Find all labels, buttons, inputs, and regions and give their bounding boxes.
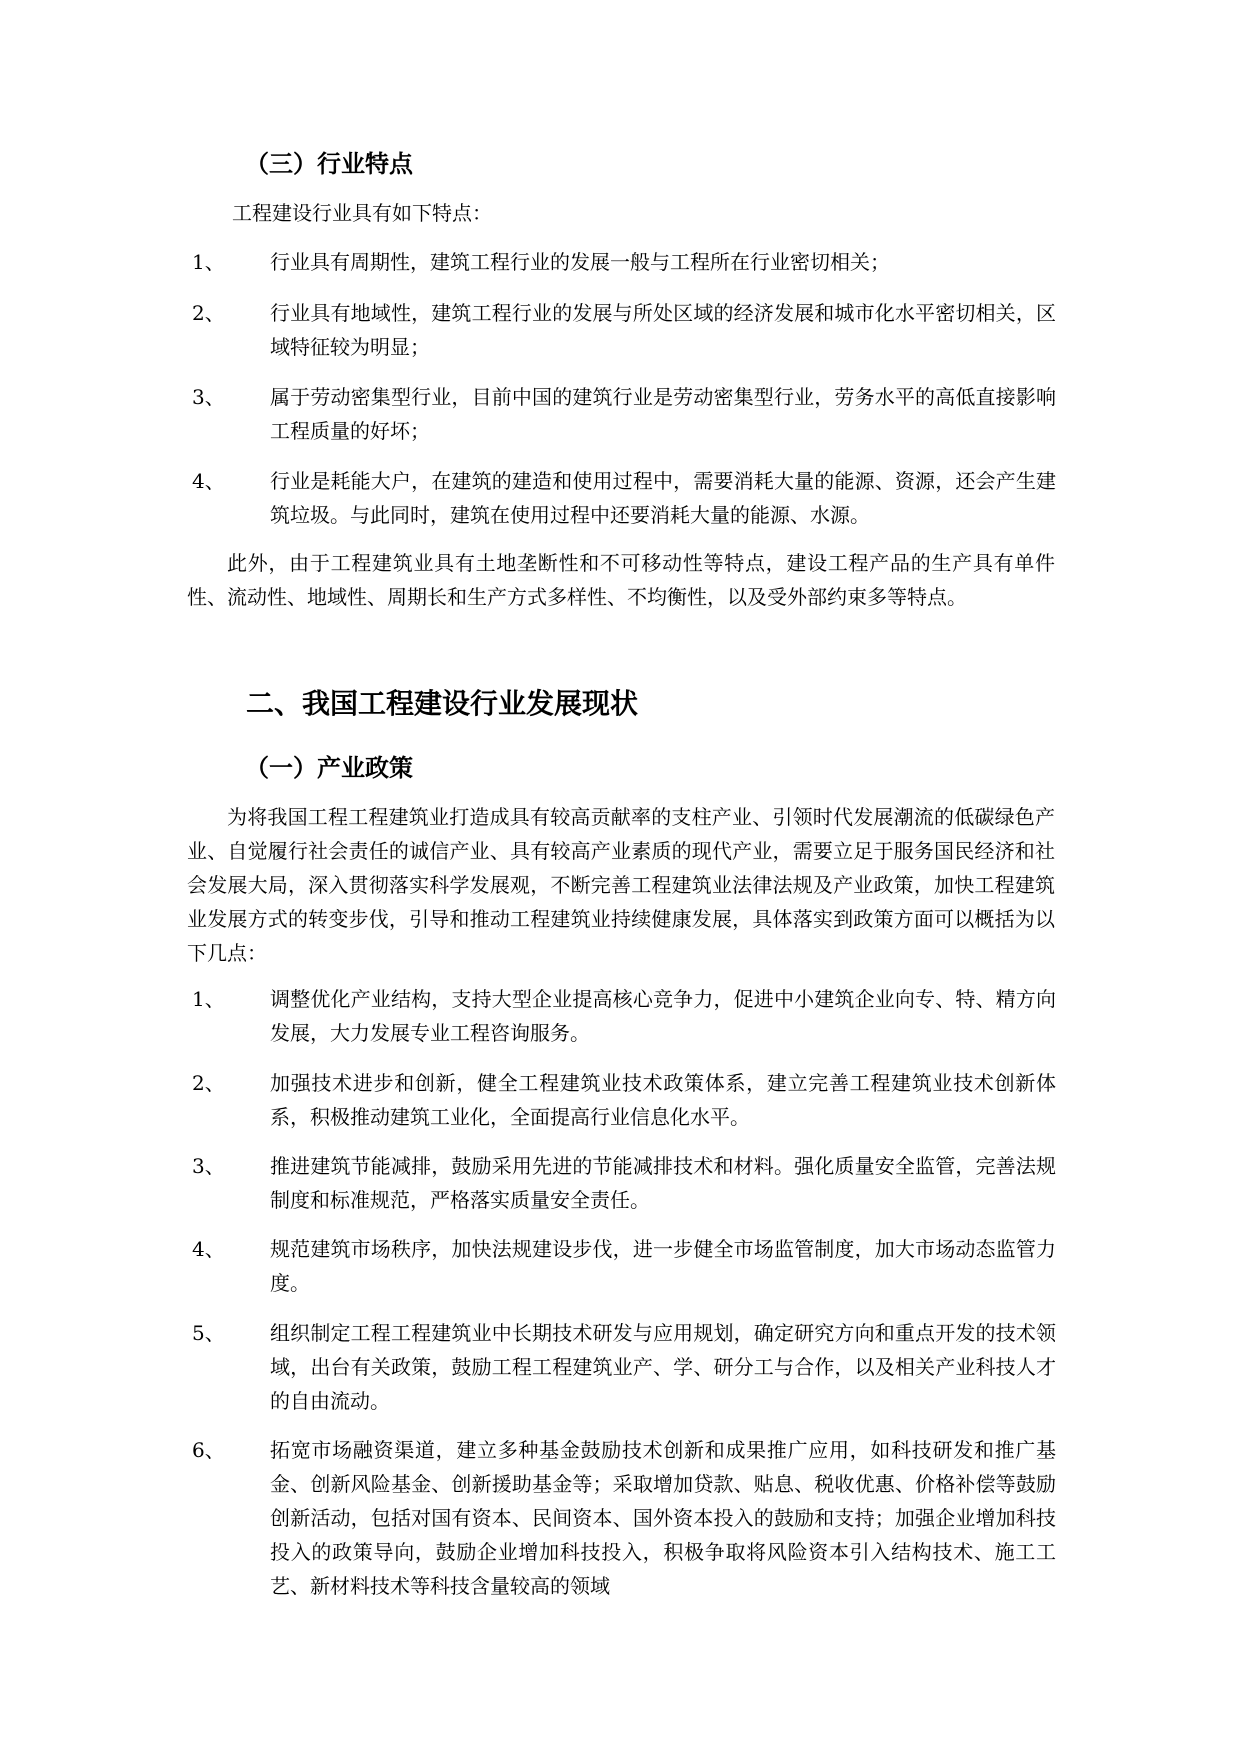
list-item bbox=[192, 1316, 1056, 1418]
list-item-text: 加强技术进步和创新，健全工程建筑业技术政策体系，建立完善工程建筑业技术创新体系，积极推动建筑工业化，全面提高行业信息化水平。 bbox=[270, 1071, 1056, 1129]
list-item bbox=[192, 245, 1056, 279]
list-item bbox=[192, 380, 1056, 448]
list-item bbox=[192, 1149, 1056, 1217]
list-item-text: 组织制定工程工程建筑业中长期技术研发与应用规划，确定研究方向和重点开发的技术领域，出台有关政策，鼓励工程工程建筑业产、学、研分工与合作，以及相关产业科技人才的自由流动。 bbox=[270, 1321, 1056, 1413]
list-item-text: 规范建筑市场秩序，加快法规建设步伐，进一步健全市场监管制度，加大市场动态监管力度。 bbox=[270, 1237, 1056, 1295]
list-item-text: 属于劳动密集型行业，目前中国的建筑行业是劳动密集型行业，劳务水平的高低直接影响工程质量的好坏； bbox=[270, 385, 1056, 443]
list-item bbox=[192, 1232, 1056, 1300]
list-item-number: 1、 bbox=[192, 250, 225, 274]
list-item bbox=[192, 982, 1056, 1050]
list-item-text: 调整优化产业结构，支持大型企业提高核心竞争力，促进中小建筑企业向专、特、精方向发展，大力发展专业工程咨询服务。 bbox=[270, 987, 1056, 1045]
closing-paragraph: 此外，由于工程建筑业具有土地垄断性和不可移动性等特点，建设工程产品的生产具有单件性、流动性、地域性、周期长和生产方式多样性、不均衡性，以及受外部约束多等特点。 bbox=[187, 551, 1055, 609]
list-item bbox=[192, 1066, 1056, 1134]
list-item-text: 行业具有周期性，建筑工程行业的发展一般与工程所在行业密切相关； bbox=[270, 250, 890, 274]
list-item bbox=[192, 464, 1056, 532]
section-intro: 工程建设行业具有如下特点： bbox=[232, 201, 492, 225]
list-item-text: 推进建筑节能减排，鼓励采用先进的节能减排技术和材料。强化质量安全监管，完善法规制度和标准规范，严格落实质量安全责任。 bbox=[270, 1154, 1056, 1212]
list-item-number: 4、 bbox=[192, 1237, 225, 1261]
section-heading-industry-features: （三）行业特点 bbox=[245, 150, 413, 178]
list-item bbox=[192, 1433, 1056, 1603]
list-item bbox=[192, 296, 1056, 364]
list-item-number: 2、 bbox=[192, 1071, 225, 1095]
policy-intro-paragraph: 为将我国工程工程建筑业打造成具有较高贡献率的支柱产业、引领时代发展潮流的低碳绿色产业、自觉履行社会责任的诚信产业、具有较高产业素质的现代产业，需要立足于服务国民经济和社会发展大局，深入贯彻落实科学发展观，不断完善工程建筑业法律法规及产业政策，加快工程建筑业发展方式的转变步伐，引导和推动工程建筑业持续健康发展，具体落实到政策方面可以概括为以下几点： bbox=[187, 805, 1055, 965]
list-item-text: 行业是耗能大户，在建筑的建造和使用过程中，需要消耗大量的能源、资源，还会产生建筑垃圾。与此同时，建筑在使用过程中还要消耗大量的能源、水源。 bbox=[270, 469, 1056, 527]
list-item-number: 6、 bbox=[192, 1438, 225, 1462]
list-item-text: 行业具有地域性，建筑工程行业的发展与所处区域的经济发展和城市化水平密切相关，区域特征较为明显； bbox=[270, 301, 1056, 359]
list-item-text: 拓宽市场融资渠道，建立多种基金鼓励技术创新和成果推广应用，如科技研发和推广基金、创新风险基金、创新援助基金等；采取增加贷款、贴息、税收优惠、价格补偿等鼓励创新活动，包括对国有资本、民间资本、国外资本投入的鼓励和支持；加强企业增加科技投入的政策导向，鼓励企业增加科技投入，积极争取将风险资本引入结构技术、施工工艺、新材料技术等科技含量较高的领域 bbox=[270, 1438, 1056, 1598]
chapter-heading: 二、我国工程建设行业发展现状 bbox=[246, 687, 639, 720]
list-item-number: 2、 bbox=[192, 301, 225, 325]
list-item-number: 3、 bbox=[192, 385, 225, 409]
section-heading-industry-policy: （一）产业政策 bbox=[245, 754, 413, 782]
list-item-number: 3、 bbox=[192, 1154, 225, 1178]
list-item-number: 4、 bbox=[192, 469, 225, 493]
list-item-number: 1、 bbox=[192, 987, 225, 1011]
list-item-number: 5、 bbox=[192, 1321, 225, 1345]
